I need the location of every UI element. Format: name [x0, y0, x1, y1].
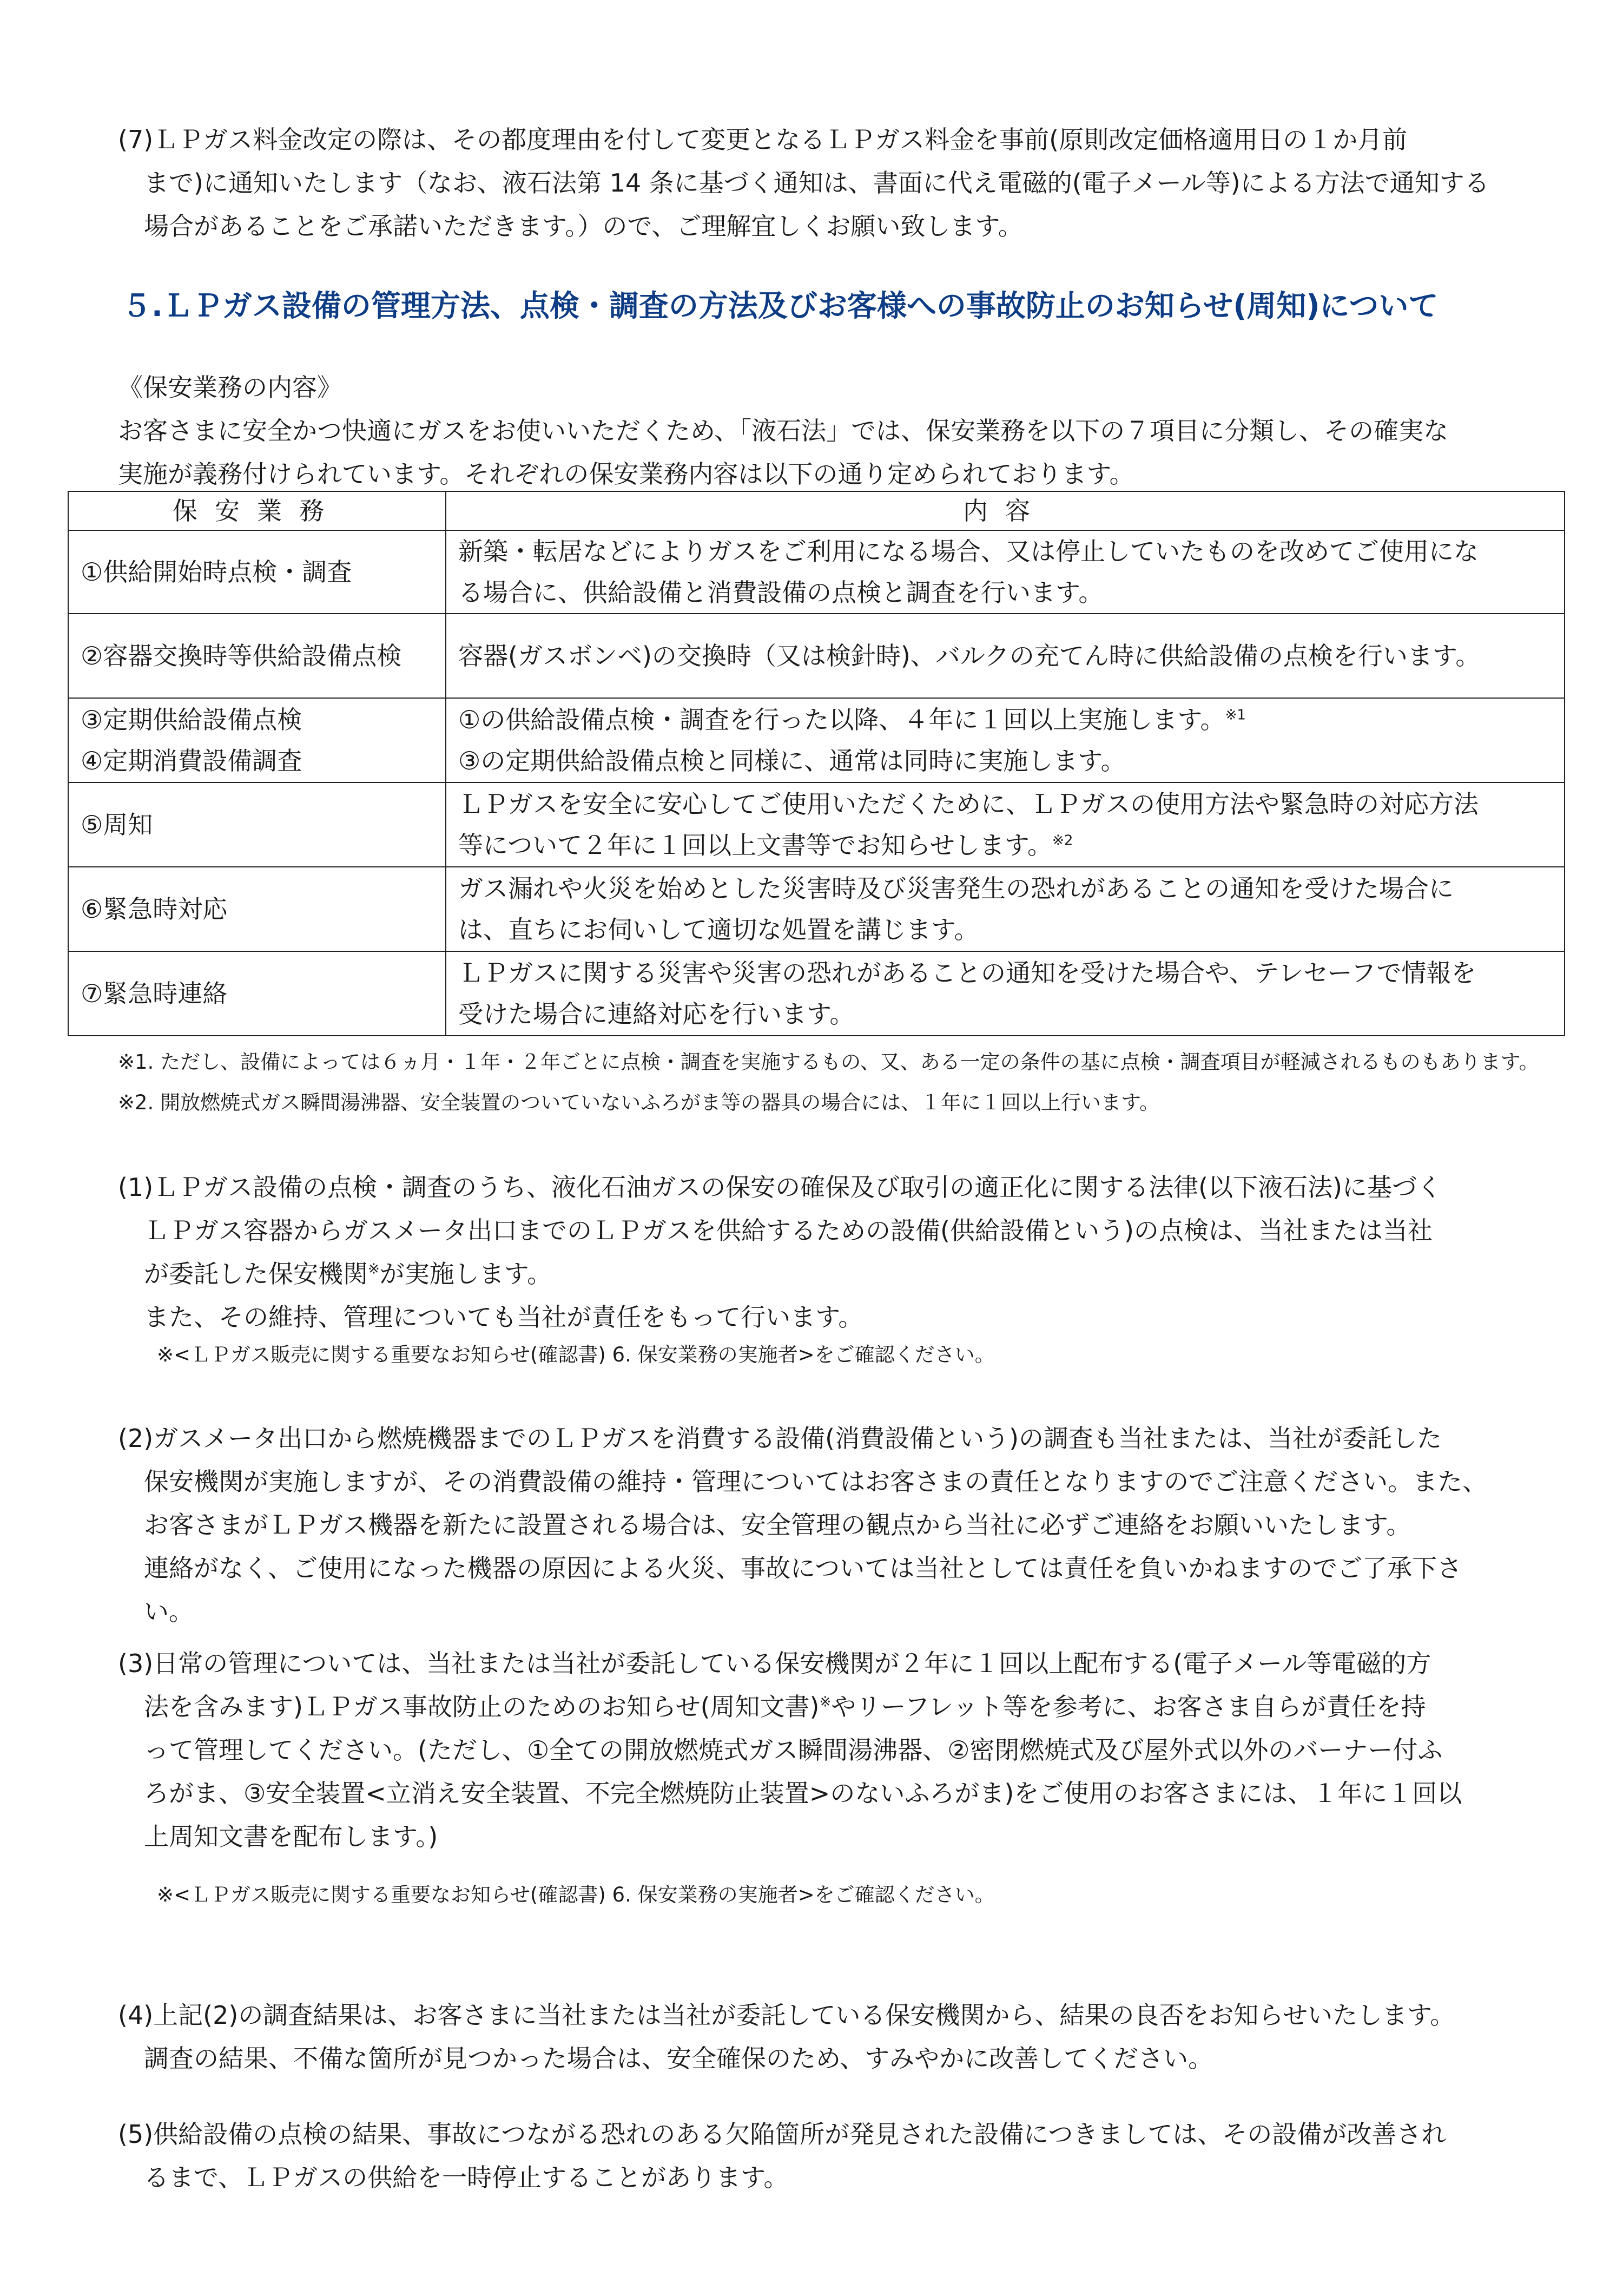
paragraph-item-1: [118, 1166, 1561, 1295]
content-text: ＬＰガスを安全に安心してご使用いただくために、ＬＰガスの使用方法や緊急時の対応方法 等について２年に１回以上文書等でお知らせします。: [458, 790, 1479, 860]
item-1-note: ※<ＬＰガス販売に関する重要なお知らせ(確認書) 6. 保安業務の実施者>をご確認ください。: [157, 1343, 995, 1366]
duty-cell: ①供給開始時点検・調査: [68, 530, 446, 614]
table-header-content: 内容: [446, 491, 1565, 530]
paragraph-item-2: (2)ガスメータ出口から燃焼機器までのＬＰガスを消費する設備(消費設備という)の調査も当社または、当社が委託した 保安機関が実施しますが、その消費設備の維持・管理についてはお客さまの責任となりますのでご注意ください。また、 お客さまがＬＰガス機器を新たに設置される場合は、安全管理の観点から当社に必ずご連絡をお願いいたします。 連絡がなく、ご使用になった機器の原因による火災、事故については当社としては責任を負いかねますのでご了承下さ い。: [118, 1424, 1488, 1626]
content-line: ③の定期供給設備点検と同様に、通常は同時に実施します。: [458, 746, 1126, 775]
content-text: ①の供給設備点検・調査を行った以降、４年に１回以上実施します。: [458, 705, 1225, 734]
table-row: [68, 951, 1565, 1036]
item-1-text: (1)ＬＰガス設備の点検・調査のうち、液化石油ガスの保安の確保及び取引の適正化に関する法律(以下液石法)に基づく ＬＰガス容器からガスメータ出口までのＬＰガスを供給するための設備(供給設備という)の点検は、当社または当社 が委託した保安機関: [118, 1173, 1442, 1288]
duty-cell: ⑤周知: [68, 782, 446, 867]
content-line: [458, 699, 1552, 740]
item-1-text-end: が実施します。: [379, 1259, 552, 1288]
table-row: [68, 867, 1565, 951]
footnote-mark: ※: [368, 1261, 380, 1278]
item-3-note: ※<ＬＰガス販売に関する重要なお知らせ(確認書) 6. 保安業務の実施者>をご確認ください。: [157, 1883, 995, 1906]
paragraph-item-4: (4)上記(2)の調査結果は、お客さまに当社または当社が委託している保安機関から、結果の良否をお知らせいたします。 調査の結果、不備な箇所が見つかった場合は、安全確保のため、すみやかに改善してください。: [118, 2001, 1455, 2073]
content-cell-pair: [446, 698, 1565, 782]
duty-cell: ⑥緊急時対応: [68, 867, 446, 951]
footnote-mark: ※1: [1225, 707, 1246, 723]
item-1-maintenance-line: また、その維持、管理についても当社が責任をもって行います。: [144, 1302, 863, 1332]
security-duties-table: [68, 491, 1565, 1036]
table-row: [68, 530, 1565, 614]
content-cell: [446, 782, 1565, 867]
table-row: [68, 698, 1565, 782]
paragraph-item-3: [118, 1642, 1561, 1858]
duty-cell: ②容器交換時等供給設備点検: [68, 614, 446, 698]
section-heading: ５.ＬＰガス設備の管理方法、点検・調査の方法及びお客様への事故防止のお知らせ(周知)について: [122, 288, 1439, 323]
subheading: 《保安業務の内容》: [118, 373, 342, 402]
item-3-text: (3)日常の管理については、当社または当社が委託している保安機関が２年に１回以上配布する(電子メール等電磁的方 法を含みます)ＬＰガス事故防止のためのお知らせ(周知文書): [118, 1649, 1431, 1721]
content-cell: 容器(ガスボンベ)の交換時（又は検針時)、バルクの充てん時に供給設備の点検を行います。: [446, 614, 1565, 698]
item-3-text-end: やリーフレット等を参考に、お客さま自らが責任を持 って管理してください。(ただし、①全ての開放燃焼式ガス瞬間湯沸器、②密閉燃焼式及び屋外式以外のバーナー付ふ ろがま、③安全装置<立消え安全装置、不完全燃焼防止装置>のないふろがま)をご使用のお客さまには、１年に１回以 上周知文書を配布します。): [144, 1692, 1462, 1851]
footnote-mark: ※2: [1052, 832, 1073, 849]
table-row: [68, 614, 1565, 698]
footnote-1: ※1. ただし、設備によっては６ヵ月・１年・２年ごとに点検・調査を実施するもの、又、ある一定の条件の基に点検・調査項目が軽減されるものもあります。: [118, 1050, 1539, 1074]
content-cell: 新築・転居などによりガスをご利用になる場合、又は停止していたものを改めてご使用にな る場合に、供給設備と消費設備の点検と調査を行います。: [446, 530, 1565, 614]
duty-label: ④定期消費設備調査: [81, 746, 302, 775]
table-header-row: [68, 491, 1565, 530]
duty-cell: ⑦緊急時連絡: [68, 951, 446, 1036]
footnote-mark: ※: [819, 1694, 832, 1711]
content-cell: ガス漏れや火災を始めとした災害時及び災害発生の恐れがあることの通知を受けた場合に は、直ちにお伺いして適切な処置を講じます。: [446, 867, 1565, 951]
table-row: [68, 782, 1565, 867]
content-cell: ＬＰガスに関する災害や災害の恐れがあることの通知を受けた場合や、テレセーフで情報を 受けた場合に連絡対応を行います。: [446, 951, 1565, 1036]
duty-cell-pair: [68, 698, 446, 782]
paragraph-item-5: (5)供給設備の点検の結果、事故につながる恐れのある欠陥箇所が発見された設備につきましては、その設備が改善され るまで、ＬＰガスの供給を一時停止することがあります。: [118, 2120, 1447, 2192]
duty-label: ③定期供給設備点検: [81, 705, 302, 734]
lead-paragraph: お客さまに安全かつ快適にガスをお使いいただくため、「液石法」では、保安業務を以下の７項目に分類し、その確実な 実施が義務付けられています。それぞれの保安業務内容は以下の通り定められております。: [118, 416, 1449, 489]
footnote-2: ※2. 開放燃焼式ガス瞬間湯沸器、安全装置のついていないふろがま等の器具の場合には、１年に１回以上行います。: [118, 1091, 1160, 1114]
paragraph-item-7: (7)ＬＰガス料金改定の際は、その都度理由を付して変更となるＬＰガス料金を事前(原則改定価格適用日の１か月前 まで)に通知いたします（なお、液石法第 14 条に基づく通知は、書面に代え電磁的(電子メール等)による方法で通知する 場合があることをご承諾いただきます。）ので、ご理解宜しくお願い致します。: [118, 125, 1489, 241]
table-header-duty: 保安業務: [68, 491, 446, 530]
